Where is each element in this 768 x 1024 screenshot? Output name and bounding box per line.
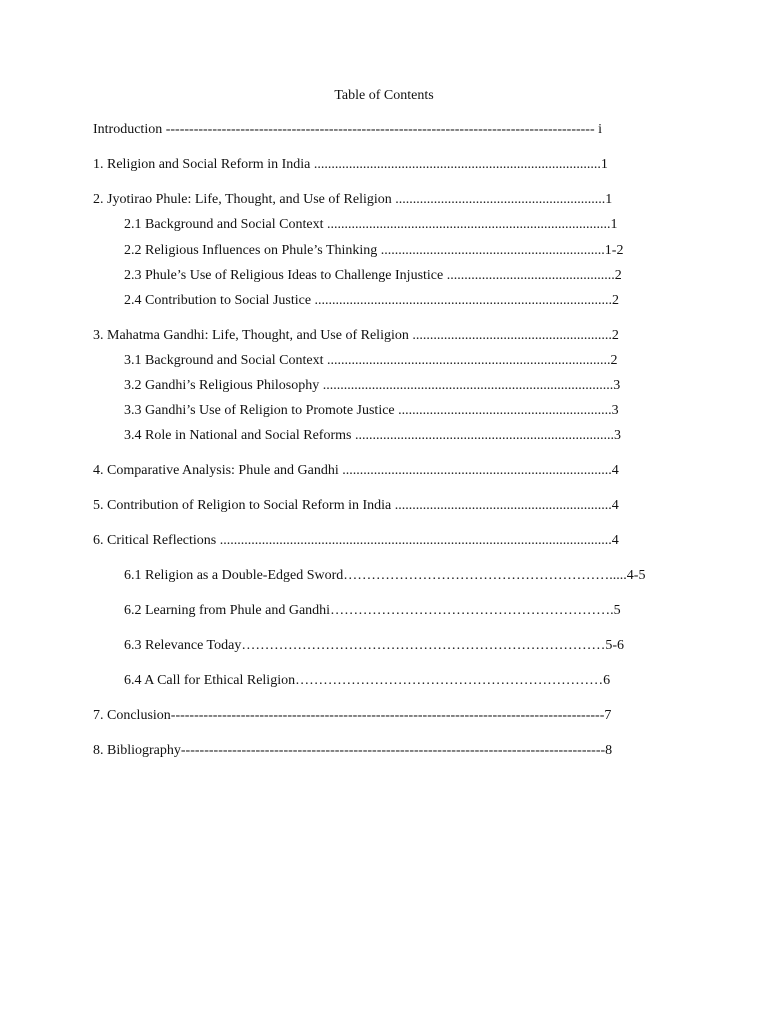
toc-entry-leader: …………………………………………………………………… [241,638,606,653]
toc-entry-label: 2.1 Background and Social Context [124,217,327,232]
toc-entry-leader: ............................................................................. [342,463,612,478]
toc-entry-label: Introduction [93,122,166,137]
toc-entry-page: 2 [610,353,618,368]
toc-entry-page: 4-5 [626,568,646,583]
toc-entry-2-2 [124,242,673,260]
toc-entry-2-4 [124,292,675,310]
toc-entry-label: 8. Bibliography [93,743,181,758]
toc-entry-page: 1 [600,157,608,172]
toc-entry-6-2 [124,602,675,620]
toc-entry-introduction [93,121,663,139]
toc-entry-label: 4. Comparative Analysis: Phule and Gandhi [93,463,343,478]
toc-entry-page: 1 [605,192,613,207]
toc-entry-6-3 [124,637,692,655]
toc-entry-page: 7 [604,708,612,723]
toc-entry-page: 6 [603,673,611,688]
toc-entry-leader: --------------------------------------------------------------------------------------------- [170,708,605,723]
toc-entry-page: 8 [605,743,613,758]
toc-entry-label: 6. Critical Reflections [93,533,220,548]
toc-entry-label: 2.2 Religious Influences on Phule’s Thinking [124,243,381,258]
toc-entry-leader: -------------------------------------------------------------------------------------------- [165,122,599,137]
toc-entry-page: 3 [611,403,619,418]
toc-entry-page: 4 [611,533,619,548]
toc-entry-leader: ................................................................................. [326,217,611,232]
toc-entry-leader: ............................................................ [395,192,606,207]
toc-entry-leader: ................................................................ [380,243,605,258]
toc-entry-label: 3.1 Background and Social Context [124,353,327,368]
toc-entry-5 [93,497,675,515]
toc-entry-7 [93,707,677,725]
toc-entry-leader: ................................................................................. [326,353,611,368]
toc-entry-3-2 [124,377,675,395]
toc-entry-1 [93,156,663,174]
toc-entry-label: 3.4 Role in National and Social Reforms [124,428,355,443]
toc-entry-page: 5 [613,603,621,618]
toc-entry-page: 3 [613,428,621,443]
toc-entry-page: 4 [611,463,619,478]
toc-entry-label: 2. Jyotirao Phule: Life, Thought, and Use of Religion [93,192,396,207]
toc-entry-label: 7. Conclusion [93,708,171,723]
toc-entry-page: 2 [611,328,619,343]
toc-entry-label: 3.3 Gandhi’s Use of Religion to Promote Justice [124,403,399,418]
toc-entry-label: 2.4 Contribution to Social Justice [124,293,315,308]
toc-entry-3-4 [124,427,675,445]
toc-entry-6-1 [124,567,675,585]
toc-entry-label: 3.2 Gandhi’s Religious Philosophy [124,378,323,393]
toc-entry-6 [93,532,675,550]
toc-entry-label: 6.1 Religion as a Double-Edged Sword [124,568,344,583]
toc-entry-leader: ................................................................................................................ [219,533,612,548]
toc-entry-page: 1 [610,217,618,232]
toc-entry-label: 3. Mahatma Gandhi: Life, Thought, and Use of Religion [93,328,413,343]
toc-entry-leader: ………………………………………………………… [295,673,604,688]
toc-entry-page: 1-2 [604,243,624,258]
toc-entry-label: 6.2 Learning from Phule and Gandhi [124,603,331,618]
toc-entry-page: 3 [613,378,621,393]
toc-entry-page: 5-6 [605,638,625,653]
toc-entry-leader: .......................................................................... [354,428,614,443]
toc-entry-page: 2 [612,293,620,308]
toc-entry-leader: …………………………………………………..... [343,568,627,583]
toc-entry-leader: .................................................................................. [313,157,601,172]
toc-entry-4 [93,462,675,480]
toc-entry-label: 5. Contribution of Religion to Social Reform in India [93,498,395,513]
toc-title: Table of Contents [334,88,434,103]
toc-entry-leader: ..................................................................................... [314,293,613,308]
toc-entry-label: 2.3 Phule’s Use of Religious Ideas to Challenge Injustice [124,268,447,283]
toc-entry-label: 6.4 A Call for Ethical Religion [124,673,296,688]
toc-entry-2-3 [124,267,675,285]
toc-entry-leader: ……………………………………………………. [330,603,614,618]
toc-entry-leader: ................................................................................... [322,378,614,393]
toc-entry-leader: ................................................ [446,268,615,283]
toc-entry-3-1 [124,352,675,370]
toc-entry-2-1 [124,216,669,234]
toc-entry-leader: ......................................................... [412,328,612,343]
toc-entry-3 [93,327,675,345]
toc-entry-8 [93,742,677,760]
toc-entry-page: i [598,122,603,137]
toc-entry-label: 1. Religion and Social Reform in India [93,157,314,172]
toc-entry-3-3 [124,402,675,420]
toc-entry-6-4 [124,672,680,690]
toc-entry-leader: .............................................................. [394,498,612,513]
toc-entry-leader: ............................................................. [398,403,612,418]
toc-entry-page: 2 [614,268,622,283]
toc-entry-2 [93,191,669,209]
toc-entry-page: 4 [611,498,619,513]
toc-entry-leader: ------------------------------------------------------------------------------------------- [180,743,606,758]
toc-entry-label: 6.3 Relevance Today [124,638,242,653]
